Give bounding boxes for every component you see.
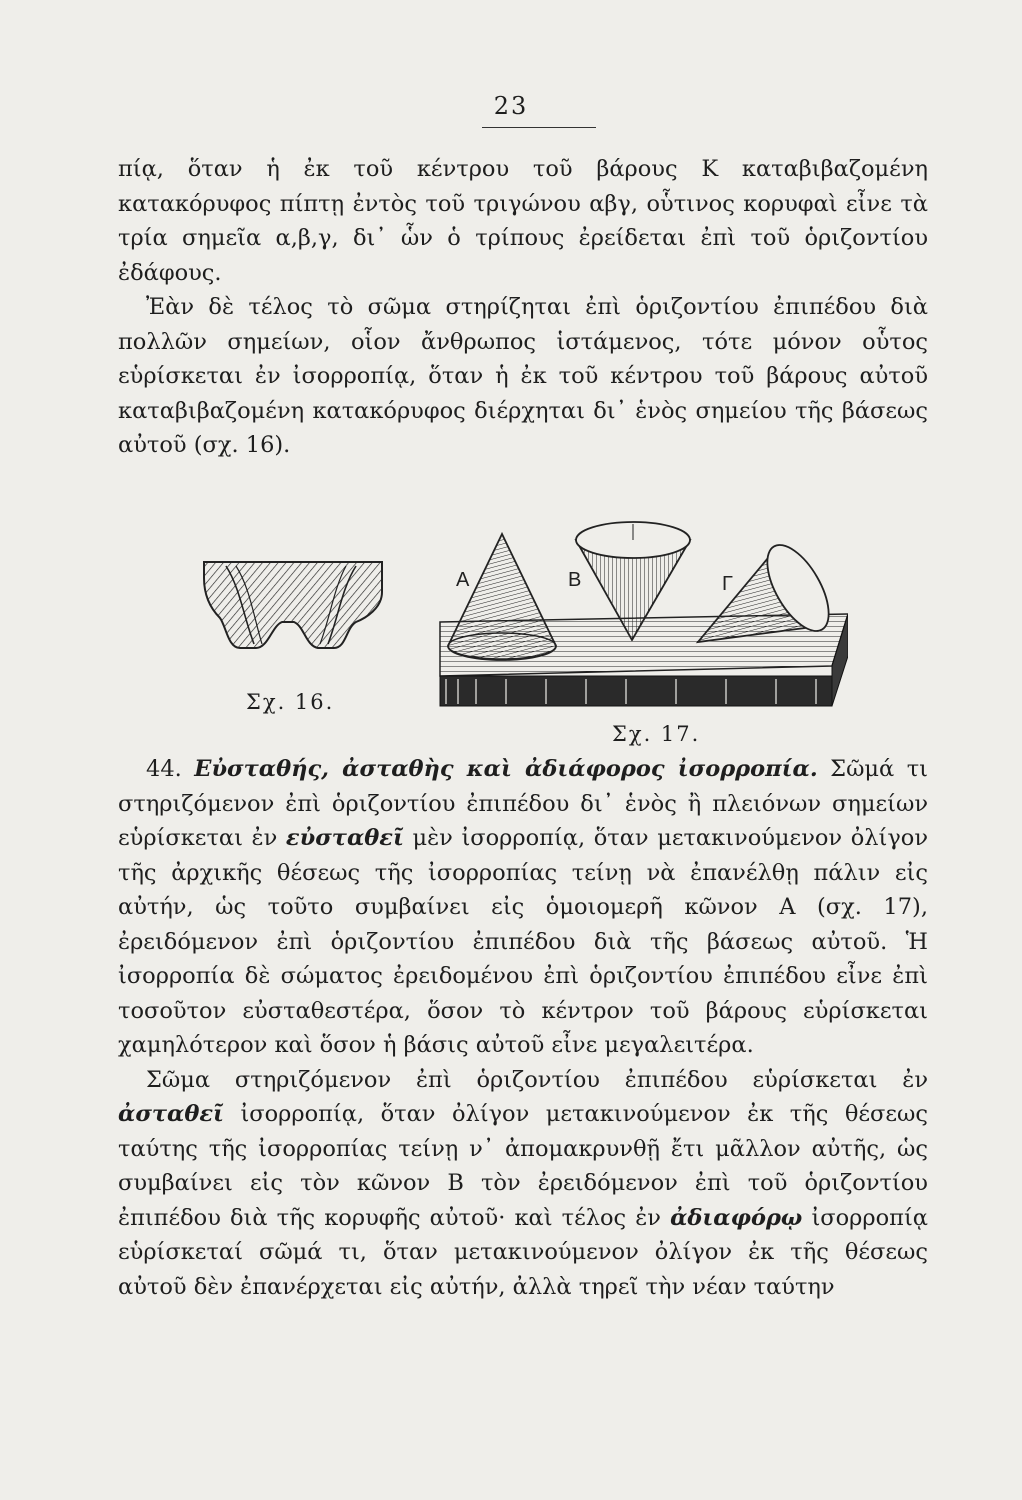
paragraph-2-lead: Σῶμα στηριζόμενον ἐπὶ ὁριζοντίου ἐπιπέδου εὑρίσκεται ἐν — [146, 1066, 928, 1093]
figure-17-illustration — [436, 516, 848, 712]
term-indifferent: ἀδιαφόρῳ — [670, 1204, 803, 1231]
cone-label-b: Β — [568, 569, 582, 591]
board-front — [440, 676, 832, 706]
section-number: 44. — [146, 756, 182, 782]
page-number-rule — [482, 127, 596, 128]
cone-c — [698, 535, 841, 642]
cone-label-c: Γ — [722, 573, 734, 595]
cone-a — [448, 534, 556, 660]
top-text — [118, 152, 928, 463]
section-44-text — [118, 752, 928, 1304]
cone-label-a: Α — [456, 569, 470, 591]
paragraph-2-end: ἰσορροπίᾳ εὑρίσκεταί σῶμά τι, ὅταν μετακινούμενον ὀλίγον ἐκ τῆς θέσεως αὐτοῦ δὲν ἐπανέρχεται εἰς αὐτήν, ἀλλὰ τηρεῖ τὴν νέαν ταύτην — [118, 1204, 928, 1300]
paragraph-1-lead: Σῶμά τι στηριζόμενον ἐπὶ ὁριζοντίου ἐπιπέδου δι᾽ ἑνὸς ἢ πλειόνων σημείων εὑρίσκεται ἐν — [118, 756, 929, 851]
figure-17-caption: Σχ. 17. — [612, 722, 701, 746]
paragraph-2-rest: ἰσορροπίᾳ, ὅταν ὀλίγον μετακινούμενον ἐκ τῆς θέσεως ταύτης τῆς ἰσορροπίας τείνῃ ν᾽ ἀπομακρυνθῇ ἔτι μᾶλλον αὐτῆς, ὡς συμβαίνει εἰς τὸν κῶνον Β τὸν ἐρειδόμενον ἐπὶ τοῦ ὁριζοντίου ἐπιπέδου διὰ τῆς κορυφῆς αὐτοῦ· καὶ τέλος ἐν — [118, 1101, 928, 1231]
section-44-paragraph-1 — [118, 752, 928, 1063]
paragraph-continued: πίᾳ, ὅταν ἡ ἐκ τοῦ κέντρου τοῦ βάρους Κ καταβιβαζομένη κατακόρυφος πίπτῃ ἐντὸς τοῦ τριγώνου αβγ, οὗτινος κορυφαὶ εἶνε τὰ τρία σημεῖα α,β,γ, δι᾽ ὧν ὁ τρίπους ἐρείδεται ἐπὶ τοῦ ὁριζοντίου ἐδάφους. — [118, 156, 928, 286]
section-heading: Εὐσταθής, ἀσταθὴς καὶ ἀδιάφορος ἰσορροπία. — [194, 756, 818, 782]
figure-16-caption: Σχ. 16. — [246, 690, 335, 714]
paragraph-1-rest: μὲν ἰσορροπίᾳ, ὅταν μετακινούμενον ὀλίγον τῆς ἀρχικῆς θέσεως τῆς ἰσορροπίας τείνῃ νὰ ἐπανέλθῃ πάλιν εἰς αὐτήν, ὡς τοῦτο συμβαίνει εἰς ὁμοιομερῆ κῶνον Α (σχ. 17), ἐρειδόμενον ἐπὶ ὁριζοντίου ἐπιπέδου διὰ τῆς βάσεως αὐτοῦ. Ἡ ἰσορροπία δὲ σώματος ἐρειδομένου ἐπὶ ὁριζοντίου ἐπιπέδου εἶνε ἐπὶ τοσοῦτον εὐσταθεστέρα, ὅσον τὸ κέντρον τοῦ βάρους εὑρίσκεται χαμηλότερον καὶ ὅσον ἡ βάσις αὐτοῦ εἶνε μεγαλειτέρα. — [118, 825, 929, 1058]
figure-16-illustration — [196, 548, 392, 658]
paragraph-standing-body: Ἐὰν δὲ τέλος τὸ σῶμα στηρίζηται ἐπὶ ὁριζοντίου ἐπιπέδου διὰ πολλῶν σημείων, οἷον ἄνθρωπος ἱστάμενος, τότε μόνον οὗτος εὑρίσκεται ἐν ἰσορροπίᾳ, ὅταν ἡ ἐκ τοῦ κέντρου τοῦ βάρους αὐτοῦ καταβιβαζομένη κατακόρυφος διέρχηται δι᾽ ἑνὸς σημείου τῆς βάσεως αὐτοῦ (σχ. 16). — [118, 294, 928, 458]
term-stable: εὐσταθεῖ — [285, 825, 404, 851]
page-number: 23 — [493, 92, 529, 120]
term-unstable: ἀσταθεῖ — [118, 1101, 224, 1127]
section-44-paragraph-2 — [118, 1063, 928, 1305]
